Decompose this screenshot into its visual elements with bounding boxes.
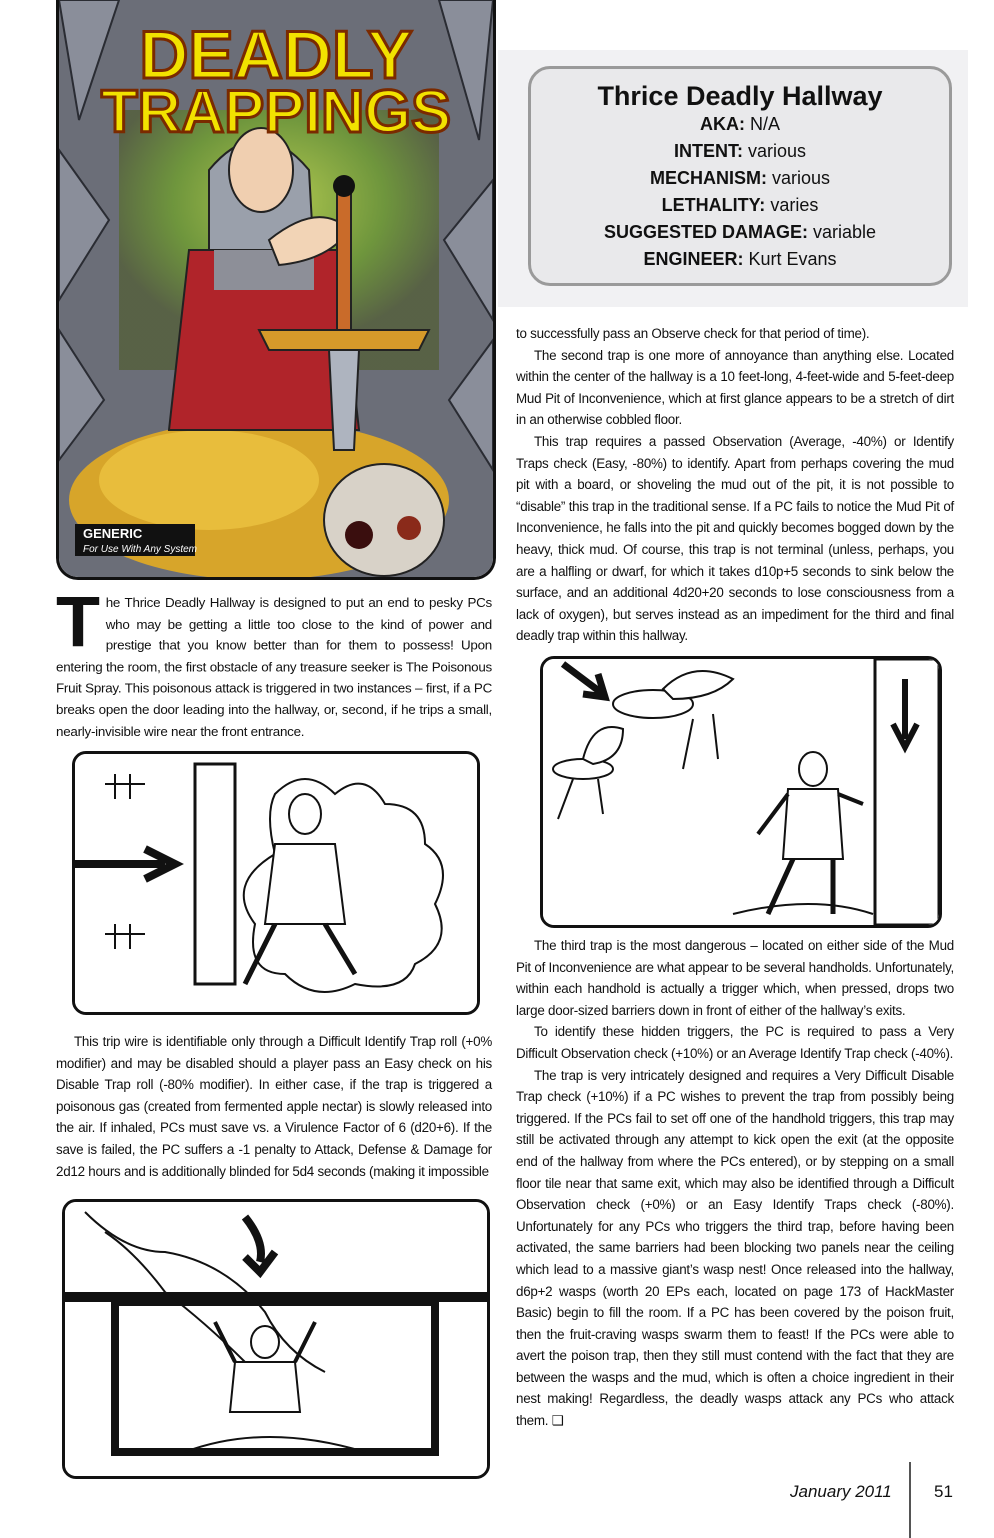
footer-date: January 2011 (790, 1482, 892, 1501)
right-text-upper (516, 323, 954, 647)
right-paragraph-5: To identify these hidden triggers, the PC is required to pass a Very Difficult Observation check (+10%) or an Average Identify Trap check (-40%). (516, 1024, 954, 1061)
cover-illustration (56, 0, 496, 580)
cover-badge-subtitle: For Use With Any System (83, 544, 198, 555)
left-paragraph-2: This trip wire is identifiable only through a Difficult Identify Trap roll (+0% modifier) and may be disabled should a player pass an Easy check on his Disable Trap roll (-80% modifier). In either case, if the trap is triggered a poisonous gas (created from fermented apple nectar) is slowly released into the air. If inhaled, PCs must save vs. a Virulence Factor of 6 (d20+6). If the save is failed, the PC suffers a -1 penalty to Attack, Defense & Damage for 2d12 hours and is additionally blinded for 5d4 seconds (making it impossible (56, 1034, 492, 1179)
right-text-lower (516, 935, 954, 1432)
cover-title-line2: TRAPPINGS (100, 78, 452, 145)
info-row-lethality: LETHALITY: varies (661, 195, 819, 215)
right-paragraph-2: The second trap is one more of annoyance than anything else. Located within the center of the hallway is a 10 feet-long, 4-feet-wide and 5-feet-deep Mud Pit of Inconvenience, which at first glance appears to be a stretch of dirt in an otherwise cobbled floor. (516, 347, 954, 428)
illustration-wasps (540, 656, 942, 928)
dropcap: T (56, 583, 100, 663)
illustration-gas-trap (72, 751, 480, 1015)
footer-divider (909, 1462, 911, 1538)
trap-info-box (528, 66, 952, 286)
left-intro-text (56, 583, 492, 742)
right-paragraph-1: to successfully pass an Observe check for that period of time). (516, 326, 870, 341)
trap-title: Thrice Deadly Hallway (597, 81, 883, 111)
info-row-intent: INTENT: various (673, 141, 807, 161)
right-paragraph-3: This trap requires a passed Observation (Average, -40%) or Identify Traps check (Easy, -80%) to identify. Apart from perhaps covering the mud pit with a board, or shoveling the mud out of the pit, it is not possible to “disable” this trap in the traditional sense. If a PC fails to notice the Mud Pit of Inconvenience, he falls into the pit and quickly becomes bogged down by the heavy, thick mud. Of course, this trap is not terminal (unless, perhaps, you are a halfling or dwarf, for which it takes d10p+5 seconds to sink below the surface, and an additional 4d20+20 seconds to lose consciousness from a lack of oxygen), but serves instead as an impediment for the third and final deadly trap within this hallway. (516, 433, 954, 644)
left-paragraph-1: he Thrice Deadly Hallway is designed to put an end to pesky PCs who may be getting a little too close to the kind of power and prestige that you know better than for them to possess! Upon entering the room, the first obstacle of any treasure seeker is The Poisonous Fruit Spray. This poisonous attack is triggered in two instances – first, if a PC breaks open the door leading into the hallway, or, second, if he trips a small, nearly-invisible wire near the front entrance. (56, 594, 492, 739)
cover-title-line1: DEADLY (139, 17, 413, 93)
info-row-damage: SUGGESTED DAMAGE: variable (603, 222, 877, 242)
page-number: 51 (934, 1482, 953, 1501)
right-paragraph-6: The trap is very intricately designed and requires a Very Difficult Disable Trap check (+10%) if a PC wishes to prevent the trap from possibly being triggered. If the PCs fail to set off one of the handhold triggers, this trap may still be activated through any attempt to kick open the exit (at the opposite end of the hallway from where the PCs entered), or by stepping on a small floor tile near that same exit, which may also be identified through a Difficult Observation check (+0%) or an Easy Identify Traps check (-80%). Unfortunately for any PCs who triggers the third trap, before having been activated, the same barriers had been blocking two panels near the ceiling which lead to a massive giant’s wasp nest! Once released into the hallway, d6p+2 wasps (worth 20 EPs each, located on page 173 of HackMaster Basic) begin to fill the room. If a PC has been covered by the poison fruit, then the fruit-craving wasps swarm them to feast! If the PCs were able to avert the poison trap, then they still must contend with the fact that they are between the wasps and the mud, which is often a choice ingredient in their nest making! Regardless, the deadly wasps attack any PCs who attack them. ❑ (516, 1067, 954, 1429)
info-row-engineer: ENGINEER: Kurt Evans (643, 249, 837, 269)
left-text-2 (56, 1031, 492, 1182)
illustration-barrier-drop (62, 1199, 490, 1479)
end-mark-icon: ❑ (551, 1413, 564, 1429)
info-row-mechanism: MECHANISM: various (649, 168, 831, 188)
right-paragraph-4: The third trap is the most dangerous – located on either side of the Mud Pit of Inconvenience are what appear to be several handholds. Unfortunately, within each handhold is actually a trigger which, when pressed, drops two large door-sized barriers down in front of either of the hallway’s exits. (516, 938, 954, 1018)
cover-badge-title: GENERIC (83, 526, 143, 541)
info-row-aka: AKA: N/A (699, 114, 781, 134)
